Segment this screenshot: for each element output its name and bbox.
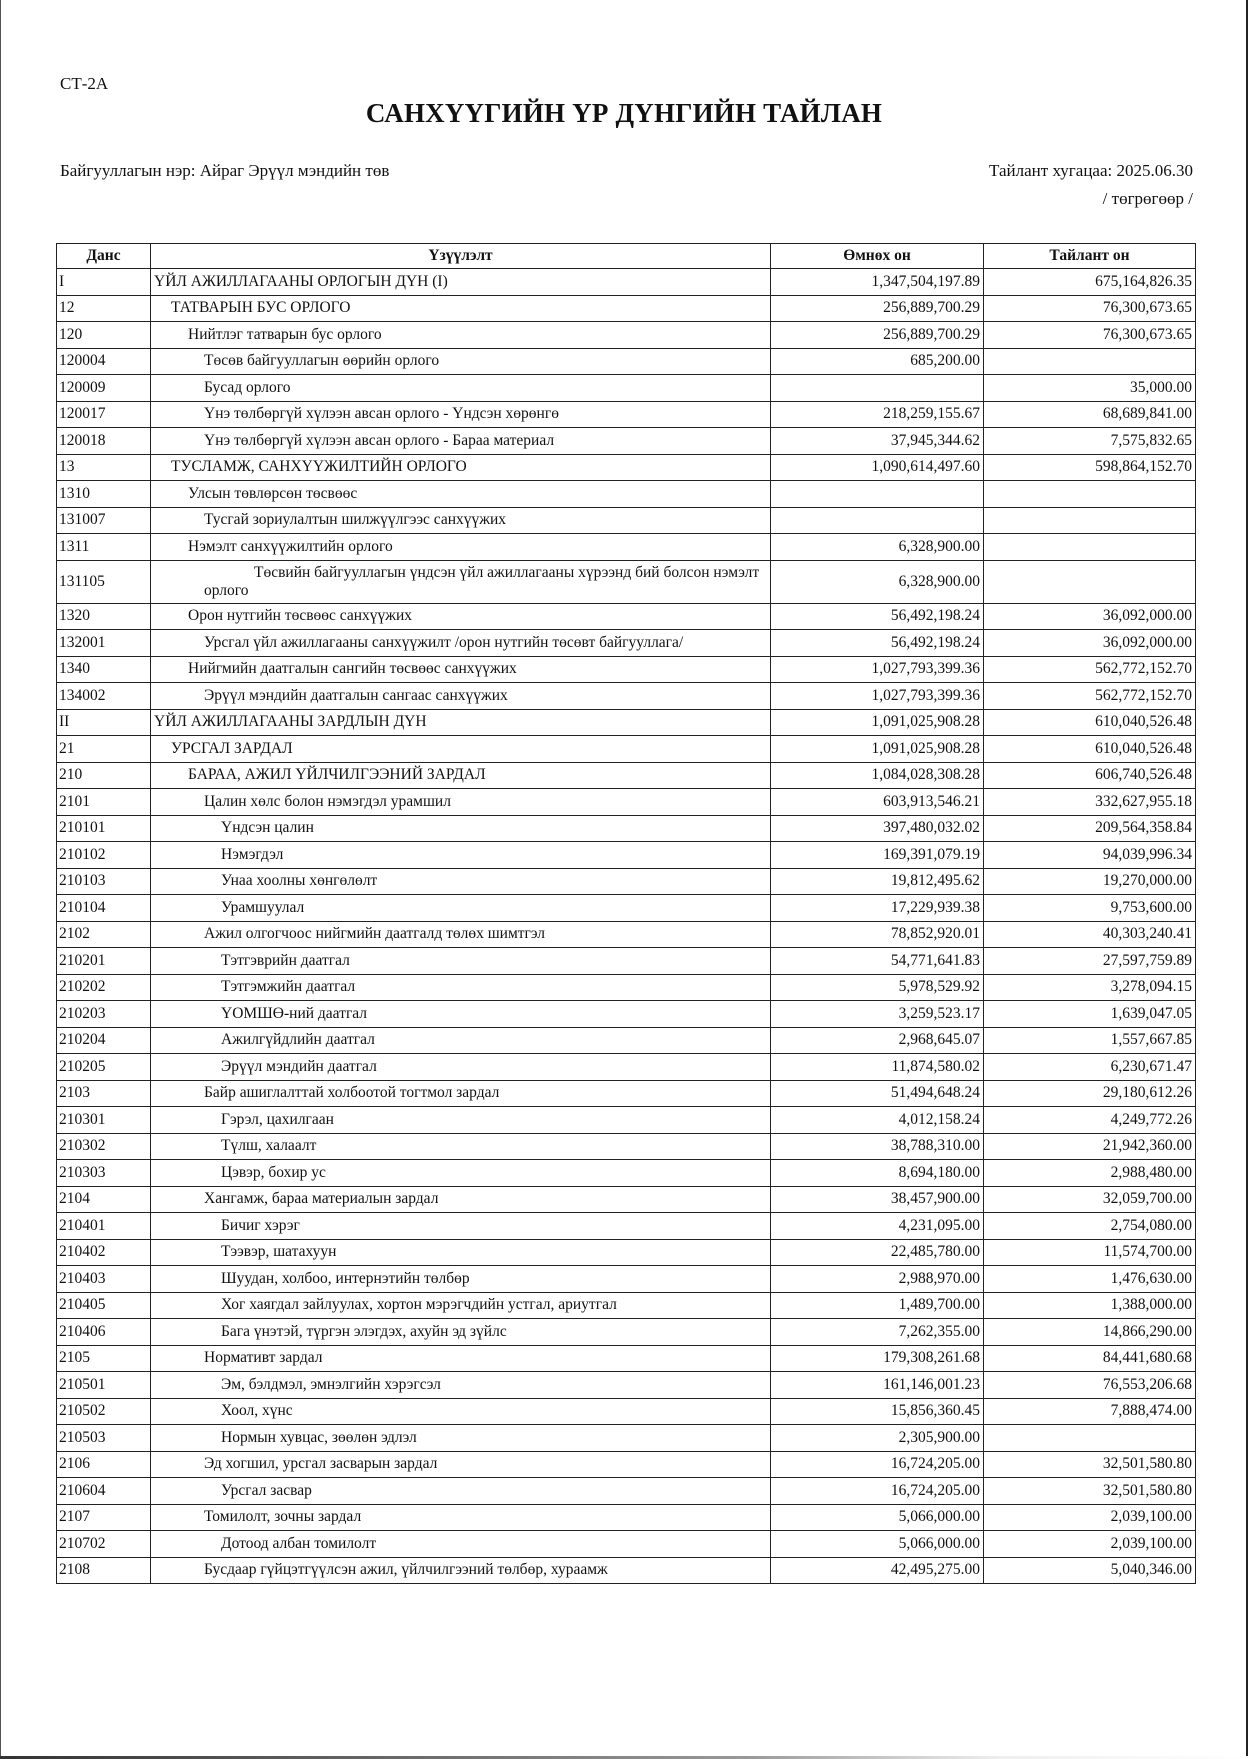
table-row: [57, 948, 1196, 975]
previous-year-value: 56,492,198.24: [771, 603, 984, 630]
account-code: 210204: [57, 1027, 151, 1054]
table-row: [57, 1292, 1196, 1319]
account-code: 210301: [57, 1107, 151, 1134]
reporting-year-value: 2,988,480.00: [984, 1160, 1196, 1187]
indicator-label: Тэтгэмжийн даатгал: [151, 974, 771, 1001]
previous-year-value: 16,724,205.00: [771, 1451, 984, 1478]
indicator-label: Эрүүл мэндийн даатгал: [151, 1054, 771, 1081]
reporting-year-value: 68,689,841.00: [984, 401, 1196, 428]
account-code: 210702: [57, 1531, 151, 1558]
reporting-year-value: 610,040,526.48: [984, 709, 1196, 736]
previous-year-value: 15,856,360.45: [771, 1398, 984, 1425]
previous-year-value: 4,231,095.00: [771, 1213, 984, 1240]
account-code: 120: [57, 322, 151, 349]
previous-year-value: 1,084,028,308.28: [771, 762, 984, 789]
table-row: [57, 1133, 1196, 1160]
reporting-year-value: 32,059,700.00: [984, 1186, 1196, 1213]
previous-year-value: [771, 375, 984, 402]
reporting-year-value: 84,441,680.68: [984, 1345, 1196, 1372]
previous-year-value: 256,889,700.29: [771, 295, 984, 322]
account-code: 1310: [57, 481, 151, 508]
table-row: [57, 295, 1196, 322]
account-code: 12: [57, 295, 151, 322]
table-row: [57, 789, 1196, 816]
reporting-year-value: 76,300,673.65: [984, 322, 1196, 349]
table-row: [57, 1266, 1196, 1293]
account-code: 210406: [57, 1319, 151, 1346]
table-row: [57, 895, 1196, 922]
currency-unit: / төгрөгөөр /: [1102, 189, 1193, 208]
table-row: [57, 842, 1196, 869]
indicator-label: ҮЙЛ АЖИЛЛАГААНЫ ЗАРДЛЫН ДҮН: [151, 709, 771, 736]
indicator-label: Гэрэл, цахилгаан: [151, 1107, 771, 1134]
table-row: [57, 348, 1196, 375]
previous-year-value: 685,200.00: [771, 348, 984, 375]
account-code: 210502: [57, 1398, 151, 1425]
organization-name: Байгууллагын нэр: Айраг Эрүүл мэндийн төв: [60, 161, 390, 180]
indicator-label: Цалин хөлс болон нэмэгдэл урамшил: [151, 789, 771, 816]
indicator-label: Төсвийн байгууллагын үндсэн үйл ажиллагааны хүрээнд бий болсон нэмэлт орлого: [151, 560, 771, 603]
previous-year-value: 51,494,648.24: [771, 1080, 984, 1107]
table-row: [57, 1451, 1196, 1478]
account-code: 210604: [57, 1478, 151, 1505]
account-code: 2104: [57, 1186, 151, 1213]
form-code: СТ-2А: [60, 74, 109, 93]
table-row: [57, 656, 1196, 683]
account-code: 2108: [57, 1557, 151, 1584]
reporting-year-value: 598,864,152.70: [984, 454, 1196, 481]
table-row: [57, 1186, 1196, 1213]
account-code: 1320: [57, 603, 151, 630]
reporting-year-value: 6,230,671.47: [984, 1054, 1196, 1081]
reporting-year-value: 94,039,996.34: [984, 842, 1196, 869]
reporting-year-value: 35,000.00: [984, 375, 1196, 402]
indicator-label: Нормын хувцас, зөөлөн эдлэл: [151, 1425, 771, 1452]
previous-year-value: 2,988,970.00: [771, 1266, 984, 1293]
indicator-label: Байр ашиглалттай холбоотой тогтмол зардал: [151, 1080, 771, 1107]
previous-year-value: 256,889,700.29: [771, 322, 984, 349]
previous-year-value: 7,262,355.00: [771, 1319, 984, 1346]
previous-year-value: 1,489,700.00: [771, 1292, 984, 1319]
previous-year-value: 5,978,529.92: [771, 974, 984, 1001]
table-row: [57, 1054, 1196, 1081]
indicator-label: Цэвэр, бохир ус: [151, 1160, 771, 1187]
reporting-year-value: [984, 507, 1196, 534]
account-code: 131007: [57, 507, 151, 534]
reporting-year-value: 2,754,080.00: [984, 1213, 1196, 1240]
indicator-label: Үнэ төлбөргүй хүлээн авсан орлого - Үндсэн хөрөнгө: [151, 401, 771, 428]
account-code: 210101: [57, 815, 151, 842]
account-code: 210: [57, 762, 151, 789]
previous-year-value: 6,328,900.00: [771, 560, 984, 603]
indicator-label: Хоол, хүнс: [151, 1398, 771, 1425]
table-row: [57, 1345, 1196, 1372]
indicator-label: Эрүүл мэндийн даатгалын сангаас санхүүжих: [151, 683, 771, 710]
account-code: 2105: [57, 1345, 151, 1372]
previous-year-value: [771, 507, 984, 534]
reporting-year-value: 32,501,580.80: [984, 1478, 1196, 1505]
account-code: 131105: [57, 560, 151, 603]
table-row: [57, 1372, 1196, 1399]
report-period: Тайлант хугацаа: 2025.06.30: [989, 161, 1193, 180]
account-code: 210403: [57, 1266, 151, 1293]
table-row: [57, 454, 1196, 481]
previous-year-value: 78,852,920.01: [771, 921, 984, 948]
previous-year-value: 1,091,025,908.28: [771, 736, 984, 763]
column-header-previous-year: Өмнөх он: [771, 244, 984, 269]
account-code: 210501: [57, 1372, 151, 1399]
indicator-label: УРСГАЛ ЗАРДАЛ: [151, 736, 771, 763]
account-code: 210503: [57, 1425, 151, 1452]
account-code: 210201: [57, 948, 151, 975]
reporting-year-value: 36,092,000.00: [984, 603, 1196, 630]
reporting-year-value: 40,303,240.41: [984, 921, 1196, 948]
indicator-label: Дотоод албан томилолт: [151, 1531, 771, 1558]
indicator-label: ТУСЛАМЖ, САНХҮҮЖИЛТИЙН ОРЛОГО: [151, 454, 771, 481]
account-code: 210401: [57, 1213, 151, 1240]
indicator-label: Нормативт зардал: [151, 1345, 771, 1372]
previous-year-value: 169,391,079.19: [771, 842, 984, 869]
reporting-year-value: [984, 348, 1196, 375]
previous-year-value: 397,480,032.02: [771, 815, 984, 842]
indicator-label: Эд хогшил, урсгал засварын зардал: [151, 1451, 771, 1478]
reporting-year-value: 9,753,600.00: [984, 895, 1196, 922]
reporting-year-value: 3,278,094.15: [984, 974, 1196, 1001]
reporting-year-value: 7,888,474.00: [984, 1398, 1196, 1425]
table-row: [57, 322, 1196, 349]
table-row: [57, 683, 1196, 710]
table-row: [57, 1213, 1196, 1240]
account-code: 210103: [57, 868, 151, 895]
account-code: 2106: [57, 1451, 151, 1478]
account-code: 21: [57, 736, 151, 763]
account-code: 120009: [57, 375, 151, 402]
account-code: 2102: [57, 921, 151, 948]
previous-year-value: 603,913,546.21: [771, 789, 984, 816]
account-code: 1340: [57, 656, 151, 683]
indicator-label: Нийгмийн даатгалын сангийн төсвөөс санхүүжих: [151, 656, 771, 683]
previous-year-value: 16,724,205.00: [771, 1478, 984, 1505]
reporting-year-value: 7,575,832.65: [984, 428, 1196, 455]
column-header-account: Данс: [57, 244, 151, 269]
previous-year-value: 1,091,025,908.28: [771, 709, 984, 736]
previous-year-value: [771, 481, 984, 508]
reporting-year-value: 19,270,000.00: [984, 868, 1196, 895]
indicator-label: Нэмэлт санхүүжилтийн орлого: [151, 534, 771, 561]
previous-year-value: 11,874,580.02: [771, 1054, 984, 1081]
indicator-label: Урсгал үйл ажиллагааны санхүүжилт /орон нутгийн төсөвт байгууллага/: [151, 630, 771, 657]
indicator-label: Тусгай зориулалтын шилжүүлгээс санхүүжих: [151, 507, 771, 534]
table-row: [57, 1531, 1196, 1558]
previous-year-value: 4,012,158.24: [771, 1107, 984, 1134]
account-code: 2107: [57, 1504, 151, 1531]
account-code: 2101: [57, 789, 151, 816]
table-row: [57, 481, 1196, 508]
table-row: [57, 401, 1196, 428]
table-row: [57, 868, 1196, 895]
indicator-label: Нэмэгдэл: [151, 842, 771, 869]
account-code: 120017: [57, 401, 151, 428]
account-code: 1311: [57, 534, 151, 561]
report-title: САНХҮҮГИЙН ҮР ДҮНГИЙН ТАЙЛАН: [365, 98, 883, 128]
reporting-year-value: 32,501,580.80: [984, 1451, 1196, 1478]
indicator-label: Үнэ төлбөргүй хүлээн авсан орлого - Бараа материал: [151, 428, 771, 455]
reporting-year-value: 76,300,673.65: [984, 295, 1196, 322]
indicator-label: Тэтгэврийн даатгал: [151, 948, 771, 975]
reporting-year-value: [984, 534, 1196, 561]
table-row: [57, 1425, 1196, 1452]
indicator-label: Төсөв байгууллагын өөрийн орлого: [151, 348, 771, 375]
table-row: [57, 375, 1196, 402]
previous-year-value: 1,027,793,399.36: [771, 656, 984, 683]
previous-year-value: 161,146,001.23: [771, 1372, 984, 1399]
account-code: 210302: [57, 1133, 151, 1160]
indicator-label: БАРАА, АЖИЛ ҮЙЛЧИЛГЭЭНИЙ ЗАРДАЛ: [151, 762, 771, 789]
table-row: [57, 1557, 1196, 1584]
indicator-label: Урсгал засвар: [151, 1478, 771, 1505]
account-code: 210205: [57, 1054, 151, 1081]
column-header-indicator: Үзүүлэлт: [151, 244, 771, 269]
account-code: II: [57, 709, 151, 736]
column-header-reporting-year: Тайлант он: [984, 244, 1196, 269]
table-row: [57, 603, 1196, 630]
table-row: [57, 1001, 1196, 1028]
previous-year-value: 56,492,198.24: [771, 630, 984, 657]
reporting-year-value: 332,627,955.18: [984, 789, 1196, 816]
indicator-label: Бичиг хэрэг: [151, 1213, 771, 1240]
reporting-year-value: [984, 560, 1196, 603]
table-row: [57, 1107, 1196, 1134]
table-row: [57, 560, 1196, 603]
previous-year-value: 42,495,275.00: [771, 1557, 984, 1584]
table-row: [57, 1398, 1196, 1425]
table-row: [57, 534, 1196, 561]
reporting-year-value: 29,180,612.26: [984, 1080, 1196, 1107]
reporting-year-value: 1,476,630.00: [984, 1266, 1196, 1293]
table-row: [57, 709, 1196, 736]
indicator-label: Урамшуулал: [151, 895, 771, 922]
reporting-year-value: [984, 1425, 1196, 1452]
reporting-year-value: 610,040,526.48: [984, 736, 1196, 763]
previous-year-value: 3,259,523.17: [771, 1001, 984, 1028]
table-row: [57, 974, 1196, 1001]
indicator-label: Бусдаар гүйцэтгүүлсэн ажил, үйлчилгээний төлбөр, хураамж: [151, 1557, 771, 1584]
table-row: [57, 921, 1196, 948]
indicator-label: Шуудан, холбоо, интернэтийн төлбөр: [151, 1266, 771, 1293]
reporting-year-value: 36,092,000.00: [984, 630, 1196, 657]
previous-year-value: 1,347,504,197.89: [771, 269, 984, 296]
previous-year-value: 179,308,261.68: [771, 1345, 984, 1372]
previous-year-value: 22,485,780.00: [771, 1239, 984, 1266]
account-code: I: [57, 269, 151, 296]
indicator-label: Түлш, халаалт: [151, 1133, 771, 1160]
indicator-label: Эм, бэлдмэл, эмнэлгийн хэрэгсэл: [151, 1372, 771, 1399]
reporting-year-value: [984, 481, 1196, 508]
reporting-year-value: 562,772,152.70: [984, 683, 1196, 710]
reporting-year-value: 2,039,100.00: [984, 1531, 1196, 1558]
reporting-year-value: 27,597,759.89: [984, 948, 1196, 975]
table-row: [57, 1027, 1196, 1054]
account-code: 210303: [57, 1160, 151, 1187]
table-row: [57, 1319, 1196, 1346]
reporting-year-value: 562,772,152.70: [984, 656, 1196, 683]
reporting-year-value: 1,639,047.05: [984, 1001, 1196, 1028]
reporting-year-value: 1,388,000.00: [984, 1292, 1196, 1319]
account-code: 134002: [57, 683, 151, 710]
indicator-label: Бусад орлого: [151, 375, 771, 402]
indicator-label: Улсын төвлөрсөн төсвөөс: [151, 481, 771, 508]
reporting-year-value: 2,039,100.00: [984, 1504, 1196, 1531]
previous-year-value: 19,812,495.62: [771, 868, 984, 895]
indicator-label: Томилолт, зочны зардал: [151, 1504, 771, 1531]
indicator-label: Үндсэн цалин: [151, 815, 771, 842]
table-row: [57, 1239, 1196, 1266]
previous-year-value: 2,305,900.00: [771, 1425, 984, 1452]
previous-year-value: 2,968,645.07: [771, 1027, 984, 1054]
previous-year-value: 1,090,614,497.60: [771, 454, 984, 481]
indicator-label: Ажил олгогчоос нийгмийн даатгалд төлөх шимтгэл: [151, 921, 771, 948]
indicator-label: ҮОМШӨ-ний даатгал: [151, 1001, 771, 1028]
previous-year-value: 54,771,641.83: [771, 948, 984, 975]
indicator-label: Орон нутгийн төсвөөс санхүүжих: [151, 603, 771, 630]
indicator-label: Унаа хоолны хөнгөлөлт: [151, 868, 771, 895]
table-row: [57, 630, 1196, 657]
reporting-year-value: 5,040,346.00: [984, 1557, 1196, 1584]
reporting-year-value: 1,557,667.85: [984, 1027, 1196, 1054]
reporting-year-value: 11,574,700.00: [984, 1239, 1196, 1266]
account-code: 210102: [57, 842, 151, 869]
income-statement-table: [56, 243, 1196, 1584]
table-row: [57, 1080, 1196, 1107]
indicator-label: Хангамж, бараа материалын зардал: [151, 1186, 771, 1213]
account-code: 2103: [57, 1080, 151, 1107]
indicator-label: ТАТВАРЫН БУС ОРЛОГО: [151, 295, 771, 322]
previous-year-value: 1,027,793,399.36: [771, 683, 984, 710]
reporting-year-value: 209,564,358.84: [984, 815, 1196, 842]
table-header-row: [57, 244, 1196, 269]
indicator-label: Нийтлэг татварын бус орлого: [151, 322, 771, 349]
indicator-label: ҮЙЛ АЖИЛЛАГААНЫ ОРЛОГЫН ДҮН (I): [151, 269, 771, 296]
indicator-label: Ажилгүйдлийн даатгал: [151, 1027, 771, 1054]
table-row: [57, 815, 1196, 842]
account-code: 210202: [57, 974, 151, 1001]
account-code: 210402: [57, 1239, 151, 1266]
reporting-year-value: 606,740,526.48: [984, 762, 1196, 789]
indicator-label: Хог хаягдал зайлуулах, хортон мэрэгчдийн устгал, ариутгал: [151, 1292, 771, 1319]
previous-year-value: 5,066,000.00: [771, 1504, 984, 1531]
reporting-year-value: 675,164,826.35: [984, 269, 1196, 296]
previous-year-value: 5,066,000.00: [771, 1531, 984, 1558]
table-row: [57, 269, 1196, 296]
table-row: [57, 1478, 1196, 1505]
table-row: [57, 507, 1196, 534]
account-code: 210203: [57, 1001, 151, 1028]
previous-year-value: 37,945,344.62: [771, 428, 984, 455]
scan-edge-left: [0, 0, 1, 1759]
table-row: [57, 762, 1196, 789]
table-row: [57, 428, 1196, 455]
reporting-year-value: 21,942,360.00: [984, 1133, 1196, 1160]
table-body: [57, 269, 1196, 1584]
indicator-label: Бага үнэтэй, түргэн элэгдэх, ахуйн эд зүйлс: [151, 1319, 771, 1346]
account-code: 132001: [57, 630, 151, 657]
table-row: [57, 1160, 1196, 1187]
previous-year-value: 218,259,155.67: [771, 401, 984, 428]
table-row: [57, 736, 1196, 763]
account-code: 210104: [57, 895, 151, 922]
indicator-label: Тээвэр, шатахуун: [151, 1239, 771, 1266]
previous-year-value: 8,694,180.00: [771, 1160, 984, 1187]
reporting-year-value: 4,249,772.26: [984, 1107, 1196, 1134]
reporting-year-value: 14,866,290.00: [984, 1319, 1196, 1346]
reporting-year-value: 76,553,206.68: [984, 1372, 1196, 1399]
account-code: 120018: [57, 428, 151, 455]
previous-year-value: 38,457,900.00: [771, 1186, 984, 1213]
account-code: 210405: [57, 1292, 151, 1319]
table-row: [57, 1504, 1196, 1531]
previous-year-value: 38,788,310.00: [771, 1133, 984, 1160]
account-code: 13: [57, 454, 151, 481]
previous-year-value: 6,328,900.00: [771, 534, 984, 561]
previous-year-value: 17,229,939.38: [771, 895, 984, 922]
account-code: 120004: [57, 348, 151, 375]
